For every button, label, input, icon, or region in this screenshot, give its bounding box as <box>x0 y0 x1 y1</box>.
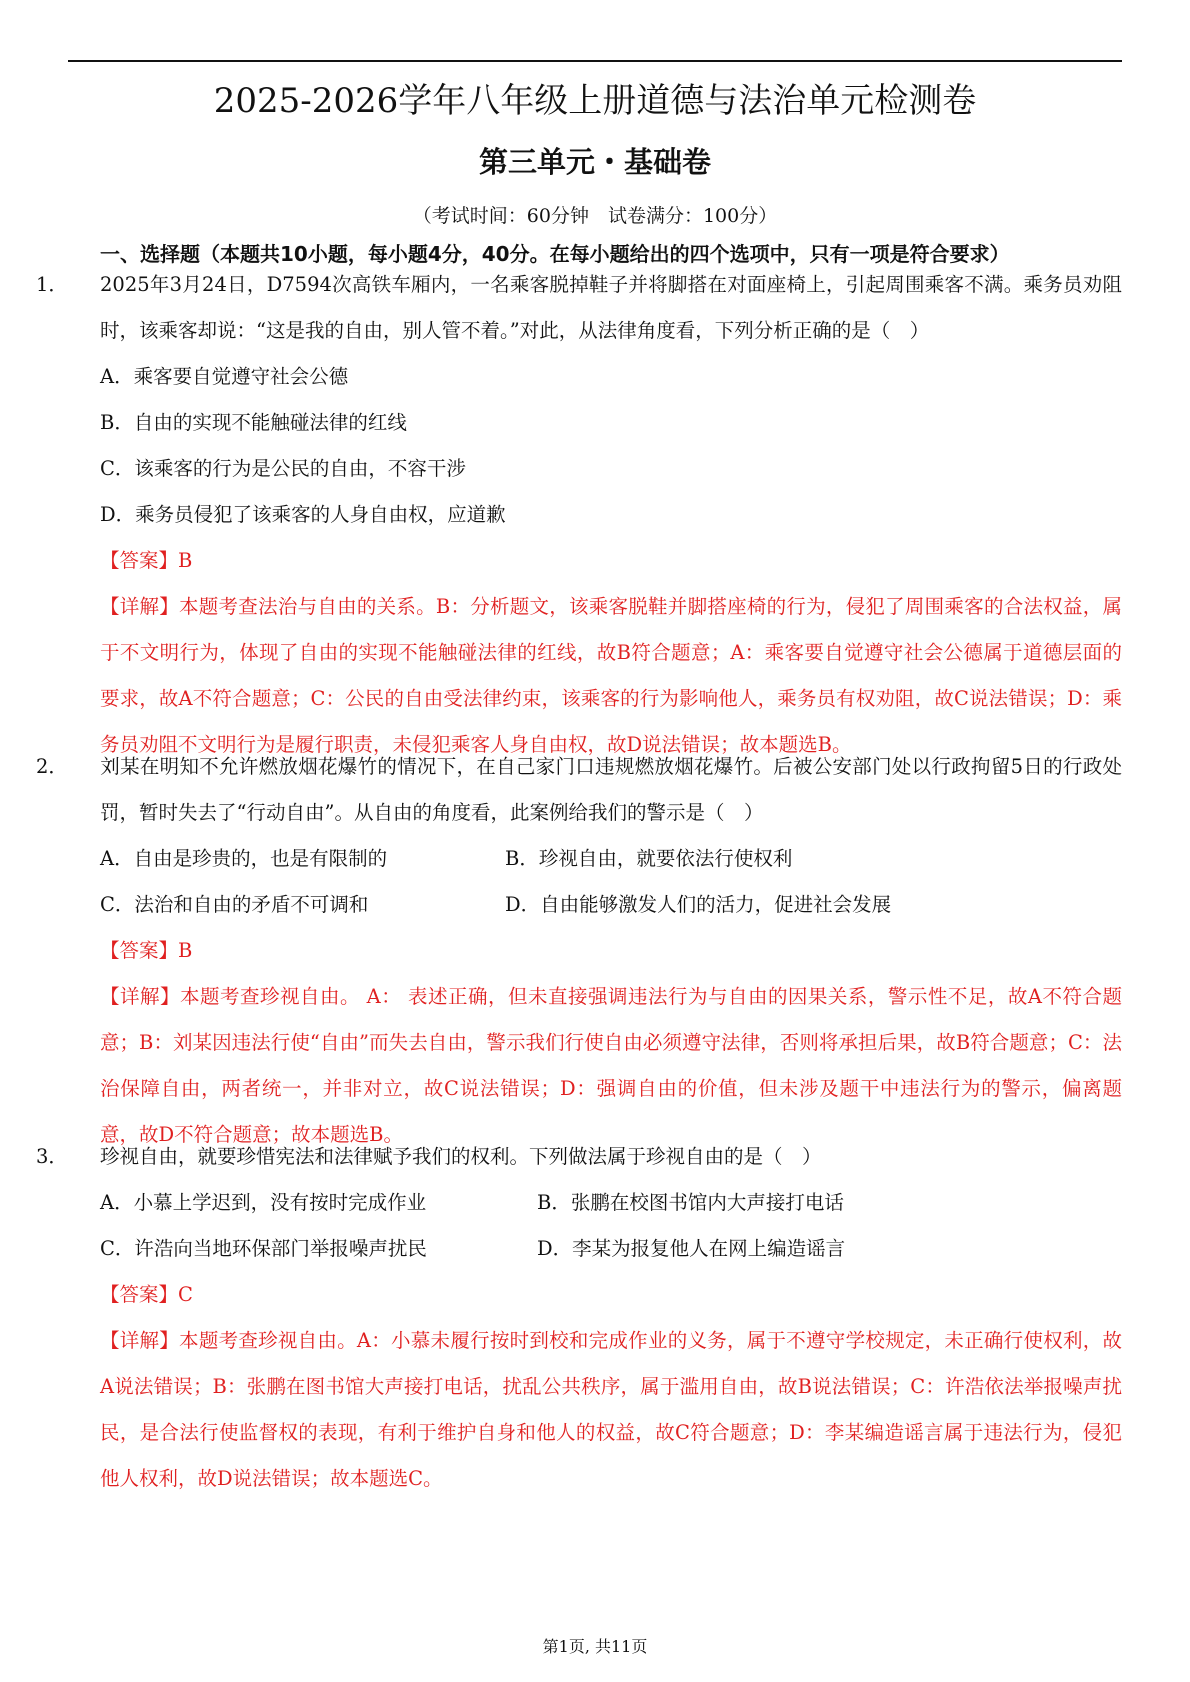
answer-label: 【答案】C <box>100 1283 193 1306</box>
page-subtitle: 第三单元・基础卷 <box>478 145 711 179</box>
option-b: B．自由的实现不能触碰法律的红线 <box>100 411 407 434</box>
answer-detail: 【详解】本题考查法治与自由的关系。B：分析题文，该乘客脱鞋并脚搭座椅的行为，侵犯了周围乘客的合法权益，属于不文明行为，体现了自由的实现不能触碰法律的红线，故B符合题意；A：乘客要自觉遵守社会公德属于道德层面的要求，故A不符合题意；C：公民的自由受法律约束，该乘客的行为影响他人，乘务员有权劝阻，故C说法错误；D：乘务员劝阻不文明行为是履行职责，未侵犯乘客人身自由权，故D说法错误；故本题选B。 <box>100 595 1122 756</box>
answer-label: 【答案】B <box>100 549 193 572</box>
page-title: 2025-2026学年八年级上册道德与法治单元检测卷 <box>213 81 977 121</box>
exam-info: （考试时间：60分钟 试卷满分：100分） <box>412 205 778 227</box>
options-row <box>100 882 1122 928</box>
option-a: A．小慕上学迟到，没有按时完成作业 <box>100 1191 427 1214</box>
top-rule <box>68 60 1122 62</box>
answer-detail: 【详解】本题考查珍视自由。 A： 表述正确，但未直接强调违法行为与自由的因果关系，警示性不足，故A不符合题意；B：刘某因违法行使“自由”而失去自由，警示我们行使自由必须遵守法律，否则将承担后果，故B符合题意；C：法治保障自由，两者统一，并非对立，故C说法错误；D：强调自由的价值，但未涉及题干中违法行为的警示，偏离题意，故D不符合题意；故本题选B。 <box>100 985 1122 1146</box>
options-row <box>100 1226 1122 1272</box>
option-b: B．珍视自由，就要依法行使权利 <box>505 847 793 870</box>
options-row <box>100 1180 1122 1226</box>
question-text: 珍视自由，就要珍惜宪法和法律赋予我们的权利。下列做法属于珍视自由的是（ ） <box>100 1145 822 1168</box>
options-row <box>100 836 1122 882</box>
options-list <box>68 836 1122 928</box>
question-stem <box>36 262 1122 354</box>
question-3 <box>36 1134 1122 1502</box>
option-c: C．许浩向当地环保部门举报噪声扰民 <box>100 1237 427 1260</box>
question-number: 2． <box>36 755 68 778</box>
option-b: B．张鹏在校图书馆内大声接打电话 <box>537 1191 844 1214</box>
option-d: D．自由能够激发人们的活力，促进社会发展 <box>505 893 892 916</box>
question-text: 2025年3月24日，D7594次高铁车厢内，一名乘客脱掉鞋子并将脚搭在对面座椅上，引起周围乘客不满。乘务员劝阻时，该乘客却说：“这是我的自由，别人管不着。”对此，从法律角度看，下列分析正确的是（ ） <box>100 273 1122 342</box>
section-heading: 一、选择题（本题共10小题，每小题4分，40分。在每小题给出的四个选项中，只有一项是符合要求） <box>100 242 1010 266</box>
answer-detail: 【详解】本题考查珍视自由。A：小慕未履行按时到校和完成作业的义务，属于不遵守学校规定，未正确行使权利，故A说法错误；B：张鹏在图书馆大声接打电话，扰乱公共秩序，属于滥用自由，故B说法错误；C：许浩依法举报噪声扰民，是合法行使监督权的表现，有利于维护自身和他人的权益，故C符合题意；D：李某编造谣言属于违法行为，侵犯他人权利，故D说法错误；故本题选C。 <box>100 1329 1122 1490</box>
options-list <box>68 354 1122 538</box>
question-2 <box>36 744 1122 1158</box>
page-footer: 第1页, 共11页 <box>542 1637 648 1656</box>
option-d: D．乘务员侵犯了该乘客的人身自由权，应道歉 <box>100 503 506 526</box>
option-a: A．自由是珍贵的，也是有限制的 <box>100 847 388 870</box>
option-c: C．该乘客的行为是公民的自由，不容干涉 <box>100 457 466 480</box>
question-number: 1． <box>36 273 68 296</box>
answer-label: 【答案】B <box>100 939 193 962</box>
options-list <box>68 1180 1122 1272</box>
question-number: 3． <box>36 1145 68 1168</box>
question-stem <box>36 1134 1122 1180</box>
question-stem <box>36 744 1122 836</box>
question-1 <box>36 262 1122 768</box>
option-d: D．李某为报复他人在网上编造谣言 <box>537 1237 846 1260</box>
option-c: C．法治和自由的矛盾不可调和 <box>100 893 369 916</box>
question-text: 刘某在明知不允许燃放烟花爆竹的情况下，在自己家门口违规燃放烟花爆竹。后被公安部门处以行政拘留5日的行政处罚，暂时失去了“行动自由”。从自由的角度看，此案例给我们的警示是（ ） <box>100 755 1122 824</box>
option-a: A．乘客要自觉遵守社会公德 <box>100 365 349 388</box>
